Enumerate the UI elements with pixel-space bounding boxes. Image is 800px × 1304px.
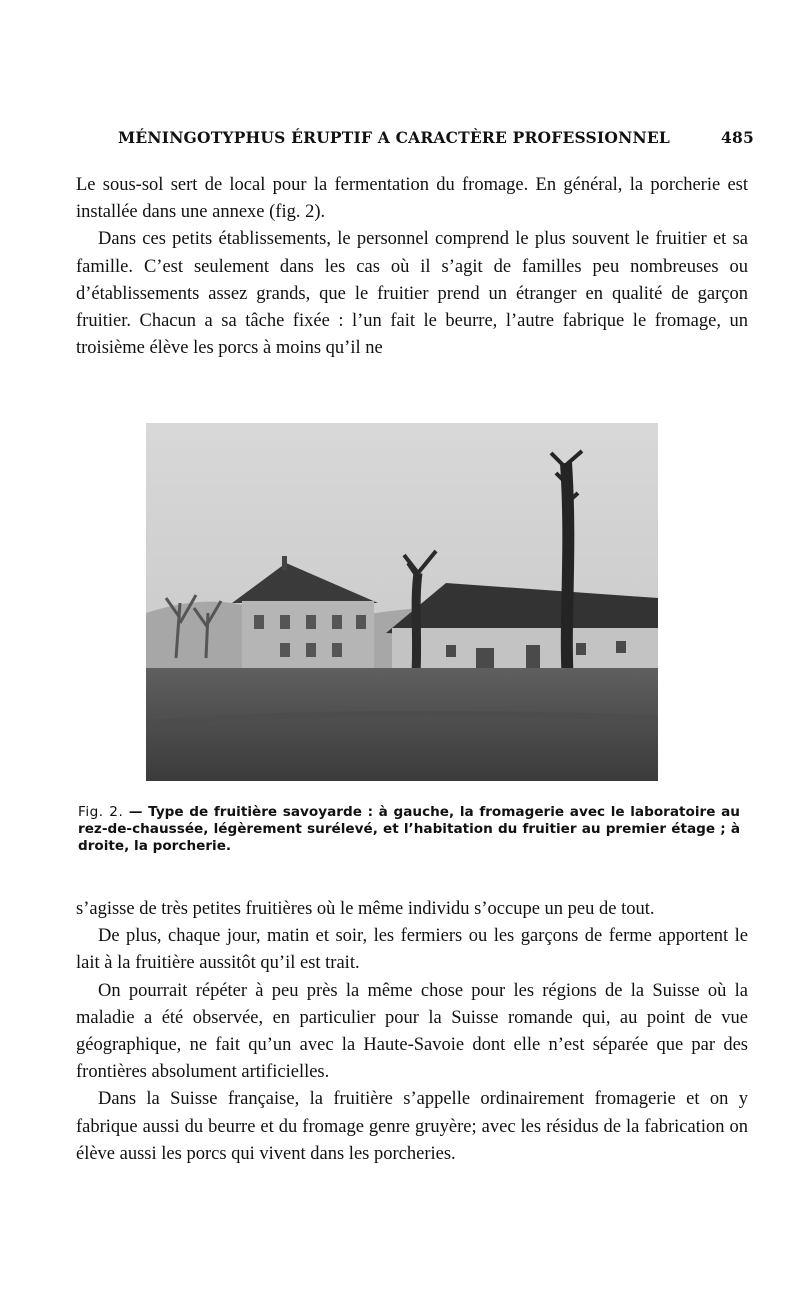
body-text-top: [76, 172, 748, 362]
paragraph: Dans ces petits établissements, le personnel comprend le plus souvent le fruitier et sa famille. C’est seulement dans les cas où il s’agit de familles peu nombreuses ou d’établissements assez grands, que le fruitier prend un étranger en qualité de garçon fruitier. Chacun a sa tâche fixée : l’un fait le beurre, l’autre fabrique le fromage, un troisième élève les porcs à moins qu’il ne: [76, 229, 748, 359]
farm-photograph: [146, 423, 658, 781]
header-title: MÉNINGOTYPHUS ÉRUPTIF A CARACTÈRE PROFESSIONNEL: [118, 128, 670, 147]
figure-caption: [78, 804, 740, 855]
figure-photo: [146, 423, 658, 781]
figure-caption-text: — Type de fruitière savoyarde : à gauche, la fromagerie avec le laboratoire au rez-de-chaussée, légèrement surélevé, et l’habitation du fruitier au premier étage ; à droite, la porcherie.: [78, 804, 740, 854]
paragraph: On pourrait répéter à peu près la même chose pour les régions de la Suisse où la maladie a été observée, en particulier pour la Suisse romande qui, au point de vue géographique, ne fait qu’un avec la Haute-Savoie dont elle n’est séparée que par des frontières absolument artificielles.: [76, 980, 748, 1083]
paragraph: De plus, chaque jour, matin et soir, les fermiers ou les garçons de ferme apportent le lait à la fruitière aussitôt qu’il est trait.: [76, 926, 748, 974]
paragraph: Le sous-sol sert de local pour la fermentation du fromage. En général, la porcherie est installée dans une annexe (fig. 2).: [76, 175, 748, 223]
paragraph: Dans la Suisse française, la fruitière s’appelle ordinairement fromagerie et on y fabrique aussi du beurre et du fromage genre gruyère; avec les résidus de la fabrication on élève aussi les porcs qui vivent dans les porcheries.: [76, 1089, 748, 1164]
page-number: 485: [721, 128, 754, 147]
paragraph: s’agisse de très petites fruitières où le même individu s’occupe un peu de tout.: [76, 899, 655, 919]
body-text-bottom: [76, 896, 748, 1168]
figure-label: Fig. 2.: [78, 804, 124, 820]
